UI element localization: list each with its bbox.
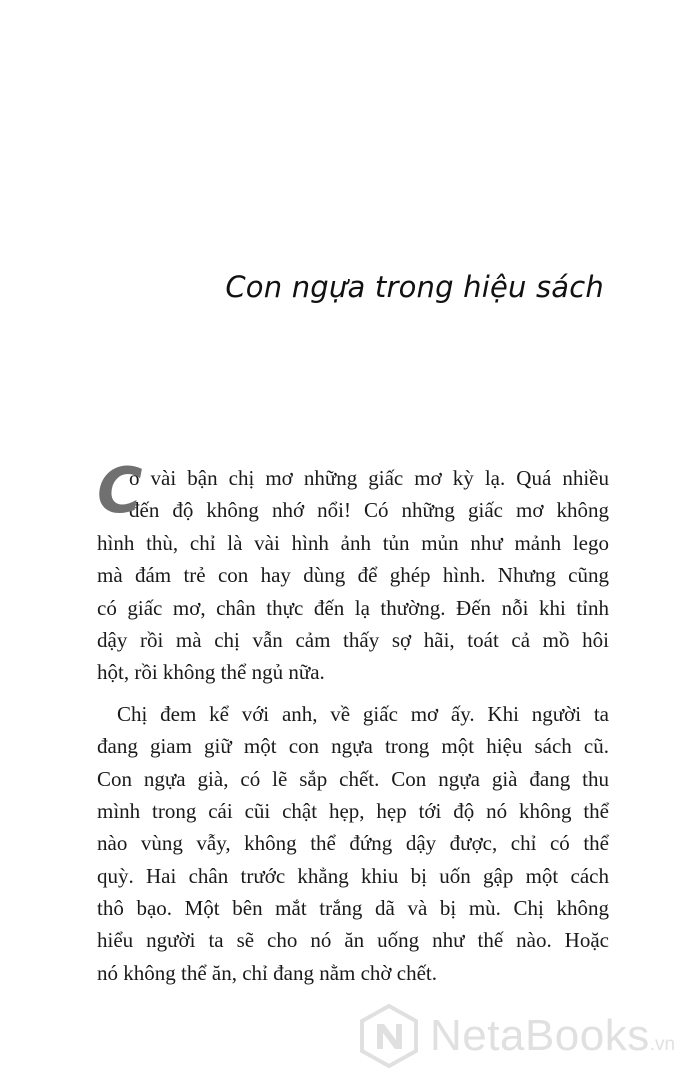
chapter-body — [97, 454, 609, 989]
text-line: dậy rồi mà chị vẫn cảm thấy sợ hãi, toát cả mồ hôi — [97, 627, 609, 652]
text-line: Chị đem kể với anh, về giấc mơ ấy. Khi người ta — [117, 701, 609, 726]
text-line: nó không thể ăn, chỉ đang nằm chờ chết. — [97, 960, 438, 985]
neta-n-hexagon-logo-icon — [358, 1004, 420, 1068]
paragraph-gap — [97, 689, 609, 698]
text-line: hình thù, chỉ là vài hình ảnh tủn mủn như mảnh lego — [97, 530, 609, 555]
paragraph-2 — [97, 698, 609, 990]
text-line: đến độ không nhớ nổi! Có những giấc mơ không — [129, 498, 609, 523]
text-line: thô bạo. Một bên mắt trắng dã và bị mù. Chị không — [97, 896, 609, 921]
watermark-brand: NetaBooks — [430, 1011, 650, 1060]
text-line: hột, rồi không thể ngủ nữa. — [97, 660, 325, 685]
watermark-brand-text — [430, 1008, 675, 1073]
drop-cap-block — [97, 454, 609, 527]
text-line: hiểu người ta sẽ cho nó ăn uống như thế nào. Hoặc — [97, 928, 609, 953]
drop-cap: C — [97, 454, 143, 527]
chapter-title: Con ngựa trong hiệu sách — [225, 270, 604, 304]
paragraph-1 — [97, 454, 609, 689]
text-line: quỳ. Hai chân trước khẳng khiu bị uốn gập một cách — [97, 863, 609, 888]
text-line: đang giam giữ một con ngựa trong một hiệu sách cũ. — [97, 734, 609, 759]
text-line: mà đám trẻ con hay dùng để ghép hình. Nhưng cũng — [97, 563, 609, 588]
text-line: Con ngựa già, có lẽ sắp chết. Con ngựa già đang thu — [97, 766, 609, 791]
text-line: có giấc mơ, chân thực đến lạ thường. Đến nỗi khi tỉnh — [97, 595, 609, 620]
netabooks-watermark — [358, 1002, 678, 1072]
text-line: nào vùng vẫy, không thể đứng dậy được, chỉ có thể — [97, 831, 609, 856]
text-line: ó vài bận chị mơ những giấc mơ kỳ lạ. Quá nhiều — [129, 466, 609, 490]
text-line: mình trong cái cũi chật hẹp, hẹp tới độ nó không thể — [97, 798, 609, 823]
watermark-suffix: .vn — [649, 1034, 676, 1055]
